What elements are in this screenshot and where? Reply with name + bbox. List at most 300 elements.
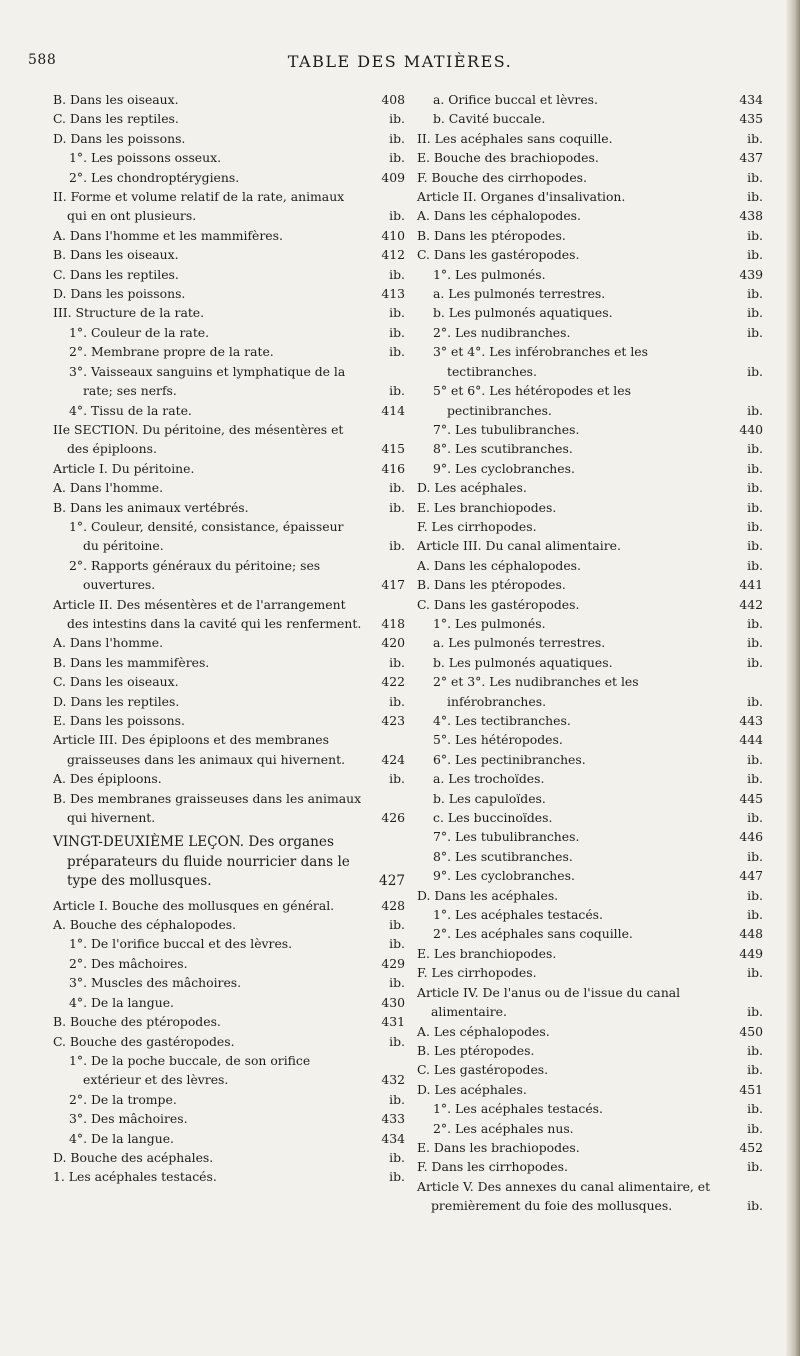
toc-entry-text: B. Des membranes graisseuses dans les animaux qui hivernent. xyxy=(53,790,362,826)
toc-entry-page: 448 xyxy=(739,926,763,942)
toc-entry xyxy=(53,769,405,788)
toc-entry-page: 408 xyxy=(381,92,405,107)
toc-entry-page: 431 xyxy=(381,1014,405,1030)
toc-entry-text: F. Les cirrhopodes. xyxy=(417,518,537,534)
toc-entry xyxy=(53,789,405,828)
toc-entry-page: ib. xyxy=(747,635,763,651)
toc-entry xyxy=(417,1177,763,1216)
toc-entry xyxy=(53,556,405,595)
toc-entry-page: ib. xyxy=(747,907,763,923)
toc-entry-page: ib. xyxy=(747,887,763,903)
toc-entry-page: ib. xyxy=(389,344,405,360)
toc-entry-text: 2°. Rapports généraux du péritoine; ses ouvertures. xyxy=(69,557,321,593)
toc-entry-text: Article I. Du péritoine. xyxy=(53,460,195,476)
toc-entry-page: 427 xyxy=(379,873,405,890)
toc-entry xyxy=(53,323,405,342)
toc-entry-text: a. Les pulmonés terrestres. xyxy=(433,635,606,651)
toc-entry xyxy=(417,556,763,575)
toc-entry xyxy=(417,187,763,206)
toc-entry-text: 1°. De la poche buccale, de son orifice extérieur et des lèvres. xyxy=(69,1052,311,1088)
toc-entry-page: ib. xyxy=(747,751,763,767)
toc-entry xyxy=(417,109,763,128)
toc-entry-text: II. Les acéphales sans coquille. xyxy=(417,130,613,146)
toc-entry-page: 418 xyxy=(381,615,405,631)
toc-entry xyxy=(53,730,405,769)
toc-entry-text: B. Dans les oiseaux. xyxy=(53,247,179,263)
toc-entry-page: 426 xyxy=(381,810,405,826)
toc-entry-text: II. Forme et volume relatif de la rate, animaux qui en ont plusieurs. xyxy=(53,189,345,224)
toc-entry-text: A. Dans l'homme et les mammifères. xyxy=(53,227,283,243)
toc-entry-text: B. Les ptéropodes. xyxy=(417,1042,535,1058)
toc-entry-text: c. Les buccinoïdes. xyxy=(433,810,553,826)
toc-entry-text: IIe SECTION. Du péritoine, des mésentères et des épiploons. xyxy=(53,421,344,457)
toc-entry xyxy=(417,1022,763,1041)
toc-entry-text: 3° et 4°. Les inférobranches et les tectibranches. xyxy=(433,344,649,379)
toc-entry xyxy=(53,187,405,226)
toc-entry-text: 1°. Les acéphales testacés. xyxy=(433,1101,603,1117)
toc-entry-page: 434 xyxy=(381,1130,405,1146)
toc-entry-text: E. Bouche des brachiopodes. xyxy=(417,150,599,166)
toc-entry xyxy=(417,672,763,711)
toc-left-column xyxy=(53,90,405,1187)
toc-entry xyxy=(53,915,405,934)
toc-entry-page: ib. xyxy=(747,130,763,146)
toc-entry-text: A. Dans l'homme. xyxy=(53,635,164,651)
toc-entry xyxy=(53,478,405,497)
toc-entry-text: 2°. Les acéphales sans coquille. xyxy=(433,926,633,942)
toc-entry xyxy=(417,983,763,1022)
toc-entry-page: ib. xyxy=(747,1120,763,1136)
toc-entry-page: 415 xyxy=(381,441,405,457)
toc-entry-text: E. Les branchiopodes. xyxy=(417,499,557,515)
toc-entry-page: ib. xyxy=(747,169,763,185)
toc-entry-text: F. Les cirrhopodes. xyxy=(417,965,537,981)
toc-entry-page: ib. xyxy=(747,286,763,302)
toc-entry xyxy=(417,847,763,866)
toc-entry-page: 416 xyxy=(381,460,405,476)
toc-entry-page: ib. xyxy=(747,460,763,476)
toc-entry xyxy=(417,148,763,167)
toc-entry-text: 1°. De l'orifice buccal et des lèvres. xyxy=(69,936,293,952)
toc-entry xyxy=(53,653,405,672)
toc-entry-page: ib. xyxy=(747,1101,763,1117)
toc-entry-page: 428 xyxy=(381,897,405,913)
page-header xyxy=(0,52,800,76)
toc-entry-text: B. Dans les ptéropodes. xyxy=(417,227,566,243)
toc-entry-text: 3°. Des mâchoires. xyxy=(69,1111,188,1127)
toc-entry-page: 439 xyxy=(739,266,763,282)
toc-entry-page: ib. xyxy=(389,383,405,399)
toc-entry xyxy=(417,1041,763,1060)
toc-entry-text: Article II. Des mésentères et de l'arrangement des intestins dans la cavité qui les renferment. xyxy=(53,596,362,631)
toc-entry xyxy=(417,226,763,245)
toc-entry xyxy=(417,808,763,827)
toc-entry xyxy=(417,924,763,943)
toc-entry-page: 438 xyxy=(739,208,763,224)
toc-entry xyxy=(417,1138,763,1157)
toc-entry-page: ib. xyxy=(747,363,763,379)
toc-entry xyxy=(417,595,763,614)
toc-entry-page: 450 xyxy=(739,1023,763,1039)
toc-entry-page: ib. xyxy=(747,810,763,826)
toc-entry xyxy=(417,1157,763,1176)
toc-entry-page: ib. xyxy=(747,305,763,321)
toc-entry xyxy=(53,672,405,691)
toc-entry-text: A. Dans l'homme. xyxy=(53,480,164,496)
toc-entry-text: D. Les acéphales. xyxy=(417,1081,527,1097)
toc-entry-text: A. Des épiploons. xyxy=(53,771,162,787)
toc-entry-page: ib. xyxy=(747,480,763,496)
toc-entry-text: b. Cavité buccale. xyxy=(433,111,546,127)
toc-entry-text: C. Bouche des gastéropodes. xyxy=(53,1033,235,1049)
toc-entry-text: 7°. Les tubulibranches. xyxy=(433,421,580,437)
toc-entry-page: ib. xyxy=(389,150,405,166)
toc-entry xyxy=(417,905,763,924)
toc-entry-text: C. Les gastéropodes. xyxy=(417,1062,549,1078)
toc-entry-text: 4°. De la langue. xyxy=(69,994,174,1010)
running-title: TABLE DES MATIÈRES. xyxy=(287,52,513,71)
toc-entry-page: 430 xyxy=(381,994,405,1010)
toc-entry-text: B. Dans les animaux vertébrés. xyxy=(53,499,249,515)
toc-entry-page: ib. xyxy=(389,936,405,952)
toc-entry-text: 2°. De la trompe. xyxy=(69,1091,177,1107)
toc-entry-page: ib. xyxy=(389,654,405,670)
toc-entry-text: 2°. Les chondroptérygiens. xyxy=(69,169,240,185)
toc-entry xyxy=(417,827,763,846)
toc-entry xyxy=(53,498,405,517)
toc-entry-page: ib. xyxy=(747,1198,763,1214)
toc-entry xyxy=(53,595,405,634)
toc-entry-page: ib. xyxy=(389,111,405,127)
toc-entry xyxy=(53,303,405,322)
toc-entry-page: ib. xyxy=(747,693,763,709)
toc-entry-text: E. Les branchiopodes. xyxy=(417,945,557,961)
toc-entry xyxy=(417,342,763,381)
toc-entry-text: 9°. Les cyclobranches. xyxy=(433,868,575,884)
toc-entry-page: 443 xyxy=(739,713,763,728)
toc-entry-text: 2°. Les acéphales nus. xyxy=(433,1120,574,1136)
toc-entry-text: B. Dans les oiseaux. xyxy=(53,92,179,107)
toc-entry xyxy=(53,973,405,992)
toc-entry-text: A. Bouche des céphalopodes. xyxy=(53,917,237,933)
toc-entry-text: 4°. Les tectibranches. xyxy=(433,713,571,728)
toc-entry xyxy=(417,517,763,536)
toc-entry-page: ib. xyxy=(747,848,763,864)
toc-entry xyxy=(53,401,405,420)
toc-entry xyxy=(53,692,405,711)
toc-entry-text: B. Dans les ptéropodes. xyxy=(417,577,566,593)
toc-entry-page: ib. xyxy=(747,518,763,534)
toc-entry-page: 447 xyxy=(739,868,763,884)
toc-entry xyxy=(53,342,405,361)
toc-entry-page: ib. xyxy=(747,1004,763,1020)
toc-entry-page: ib. xyxy=(389,1091,405,1107)
toc-entry-page: ib. xyxy=(747,324,763,340)
toc-entry-page: ib. xyxy=(389,130,405,146)
toc-entry-text: VINGT-DEUXIÈME LEÇON. Des organes préparateurs du fluide nourricier dans le type des mollusques. xyxy=(53,834,350,890)
toc-entry xyxy=(53,265,405,284)
toc-entry-text: F. Bouche des cirrhopodes. xyxy=(417,169,587,185)
toc-entry-page: ib. xyxy=(389,975,405,991)
toc-entry-page: ib. xyxy=(389,266,405,282)
toc-entry xyxy=(417,284,763,303)
toc-entry-text: D. Dans les poissons. xyxy=(53,130,186,146)
toc-entry-text: B. Dans les mammifères. xyxy=(53,654,210,670)
toc-entry xyxy=(53,896,405,915)
toc-entry xyxy=(53,954,405,973)
toc-entry-page: ib. xyxy=(747,557,763,573)
toc-entry-text: 1°. Les poissons osseux. xyxy=(69,150,222,166)
toc-entry-page: 446 xyxy=(739,829,763,845)
toc-entry xyxy=(53,1167,405,1186)
toc-entry-text: D. Les acéphales. xyxy=(417,480,527,496)
toc-entry xyxy=(53,711,405,730)
toc-entry xyxy=(53,284,405,303)
toc-entry xyxy=(417,750,763,769)
toc-entry-page: 440 xyxy=(739,421,763,437)
toc-entry-text: C. Dans les oiseaux. xyxy=(53,674,179,690)
toc-entry-page: ib. xyxy=(747,615,763,631)
toc-entry-page: 452 xyxy=(739,1139,763,1155)
toc-entry xyxy=(53,90,405,109)
toc-entry xyxy=(53,245,405,264)
toc-entry xyxy=(417,886,763,905)
toc-entry-text: 1°. Les acéphales testacés. xyxy=(433,907,603,923)
toc-entry-text: 1°. Les pulmonés. xyxy=(433,266,546,282)
toc-entry-page: ib. xyxy=(389,208,405,224)
toc-entry-page: 409 xyxy=(381,169,405,185)
toc-entry-page: ib. xyxy=(389,693,405,709)
toc-entry-page: 417 xyxy=(381,577,405,593)
toc-entry xyxy=(53,226,405,245)
toc-entry-page: ib. xyxy=(747,441,763,457)
toc-entry-text: E. Dans les brachiopodes. xyxy=(417,1139,580,1155)
toc-entry xyxy=(53,362,405,401)
toc-entry xyxy=(53,1090,405,1109)
toc-entry-page: ib. xyxy=(747,499,763,515)
toc-entry xyxy=(417,420,763,439)
toc-entry-text: Article IV. De l'anus ou de l'issue du canal alimentaire. xyxy=(417,984,681,1020)
toc-entry-text: 2°. Des mâchoires. xyxy=(69,955,188,971)
toc-entry-text: 2°. Membrane propre de la rate. xyxy=(69,344,274,360)
toc-entry xyxy=(417,1060,763,1079)
toc-entry-page: ib. xyxy=(747,654,763,670)
toc-entry-page: 442 xyxy=(739,596,763,612)
toc-entry xyxy=(53,1032,405,1051)
toc-entry-text: b. Les pulmonés aquatiques. xyxy=(433,654,613,670)
toc-entry-page: ib. xyxy=(389,538,405,554)
toc-entry-page: 412 xyxy=(381,247,405,263)
toc-entry xyxy=(417,730,763,749)
toc-entry-page: 435 xyxy=(739,111,763,127)
toc-entry-page: 444 xyxy=(739,732,763,748)
toc-entry xyxy=(53,833,405,891)
toc-entry-text: a. Orifice buccal et lèvres. xyxy=(433,92,598,107)
toc-entry xyxy=(53,993,405,1012)
toc-entry-page: ib. xyxy=(389,480,405,496)
toc-entry-text: 4°. De la langue. xyxy=(69,1130,174,1146)
toc-entry xyxy=(417,303,763,322)
toc-entry-page: ib. xyxy=(389,1149,405,1165)
toc-entry-text: A. Les céphalopodes. xyxy=(417,1023,550,1039)
toc-entry-page: ib. xyxy=(389,499,405,515)
toc-entry-text: 1°. Couleur, densité, consistance, épaisseur du péritoine. xyxy=(69,518,344,554)
toc-entry-page: ib. xyxy=(389,917,405,933)
toc-entry xyxy=(417,129,763,148)
toc-entry-text: b. Les pulmonés aquatiques. xyxy=(433,305,613,321)
toc-entry-page: 410 xyxy=(381,227,405,243)
toc-entry-text: E. Dans les poissons. xyxy=(53,713,185,728)
toc-entry-text: 3°. Muscles des mâchoires. xyxy=(69,975,242,991)
toc-entry-text: 2°. Les nudibranches. xyxy=(433,324,571,340)
toc-entry-text: C. Dans les reptiles. xyxy=(53,266,179,282)
toc-entry-page: 449 xyxy=(739,945,763,961)
toc-entry-page: ib. xyxy=(747,1042,763,1058)
toc-entry-text: D. Bouche des acéphales. xyxy=(53,1149,214,1165)
toc-entry xyxy=(53,1012,405,1031)
toc-entry-page: ib. xyxy=(747,189,763,205)
toc-right-column xyxy=(417,90,763,1216)
toc-entry xyxy=(53,420,405,459)
toc-entry xyxy=(417,866,763,885)
toc-entry-page: 445 xyxy=(739,790,763,806)
toc-entry-page: 432 xyxy=(381,1072,405,1088)
toc-entry xyxy=(53,1148,405,1167)
toc-entry xyxy=(417,459,763,478)
toc-entry-page: 441 xyxy=(739,577,763,593)
toc-entry-page: ib. xyxy=(389,1169,405,1185)
toc-entry-page: ib. xyxy=(389,324,405,340)
toc-entry-text: Article I. Bouche des mollusques en général. xyxy=(53,897,335,913)
toc-entry-text: 2° et 3°. Les nudibranches et les inférobranches. xyxy=(433,674,639,709)
toc-entry-text: 6°. Les pectinibranches. xyxy=(433,751,586,767)
toc-entry-text: A. Dans les céphalopodes. xyxy=(417,208,581,224)
toc-entry xyxy=(417,168,763,187)
toc-entry xyxy=(417,536,763,555)
toc-entry-text: D. Dans les reptiles. xyxy=(53,693,180,709)
toc-entry xyxy=(53,1129,405,1148)
toc-entry-text: 7°. Les tubulibranches. xyxy=(433,829,580,845)
toc-entry xyxy=(417,90,763,109)
toc-entry-page: ib. xyxy=(747,771,763,787)
toc-entry-page: ib. xyxy=(389,305,405,321)
toc-entry-text: Article V. Des annexes du canal alimentaire, et premièrement du foie des mollusques. xyxy=(417,1178,711,1214)
toc-entry-page: 422 xyxy=(381,674,405,690)
toc-entry-text: 1°. Couleur de la rate. xyxy=(69,324,210,340)
toc-entry-text: a. Les trochoïdes. xyxy=(433,771,545,787)
toc-entry xyxy=(417,206,763,225)
toc-entry xyxy=(53,459,405,478)
toc-entry-text: 9°. Les cyclobranches. xyxy=(433,460,575,476)
toc-entry-page: ib. xyxy=(747,402,763,418)
toc-entry-text: Article III. Des épiploons et des membranes graisseuses dans les animaux qui hivernent. xyxy=(53,732,346,767)
toc-entry-page: ib. xyxy=(747,965,763,981)
toc-entry-text: 1°. Les pulmonés. xyxy=(433,615,546,631)
toc-entry xyxy=(53,148,405,167)
toc-entry-text: F. Dans les cirrhopodes. xyxy=(417,1159,568,1175)
toc-entry-text: 4°. Tissu de la rate. xyxy=(69,402,192,418)
toc-entry-text: a. Les pulmonés terrestres. xyxy=(433,286,606,302)
toc-entry-text: 5°. Les hétéropodes. xyxy=(433,732,563,748)
toc-entry-page: 434 xyxy=(739,92,763,107)
toc-entry-text: Article II. Organes d'insalivation. xyxy=(417,189,626,205)
toc-entry-page: ib. xyxy=(747,1159,763,1175)
toc-entry xyxy=(417,575,763,594)
toc-entry-page: ib. xyxy=(389,771,405,787)
page-edge-shadow xyxy=(786,0,800,1356)
toc-entry-text: 1. Les acéphales testacés. xyxy=(53,1169,217,1185)
toc-entry xyxy=(417,1119,763,1138)
toc-entry xyxy=(417,944,763,963)
toc-entry-text: 8°. Les scutibranches. xyxy=(433,441,573,457)
toc-entry xyxy=(53,934,405,953)
toc-entry-text: C. Dans les reptiles. xyxy=(53,111,179,127)
toc-entry-page: ib. xyxy=(747,247,763,263)
toc-entry xyxy=(53,129,405,148)
toc-entry-page: ib. xyxy=(747,227,763,243)
toc-entry-text: III. Structure de la rate. xyxy=(53,305,205,321)
toc-entry-text: b. Les capuloïdes. xyxy=(433,790,546,806)
toc-entry xyxy=(417,653,763,672)
toc-entry xyxy=(417,789,763,808)
toc-entry-page: 451 xyxy=(739,1081,763,1097)
toc-entry-text: C. Dans les gastéropodes. xyxy=(417,247,580,263)
toc-entry-page: 424 xyxy=(381,751,405,767)
toc-entry xyxy=(417,439,763,458)
toc-entry xyxy=(417,245,763,264)
toc-entry-page: 437 xyxy=(739,150,763,166)
toc-entry-text: D. Dans les acéphales. xyxy=(417,887,559,903)
toc-entry-page: 423 xyxy=(381,713,405,728)
toc-entry xyxy=(53,633,405,652)
toc-entry-text: A. Dans les céphalopodes. xyxy=(417,557,581,573)
toc-entry xyxy=(417,265,763,284)
toc-entry xyxy=(417,1099,763,1118)
toc-entry xyxy=(53,168,405,187)
toc-entry xyxy=(417,633,763,652)
toc-entry-text: B. Bouche des ptéropodes. xyxy=(53,1014,221,1030)
toc-entry xyxy=(53,109,405,128)
toc-entry xyxy=(53,1051,405,1090)
toc-entry xyxy=(417,963,763,982)
toc-entry xyxy=(417,381,763,420)
toc-entry-page: ib. xyxy=(747,1062,763,1078)
toc-entry xyxy=(417,711,763,730)
toc-entry xyxy=(53,1109,405,1128)
toc-entry-page: ib. xyxy=(747,538,763,554)
page-number: 588 xyxy=(28,52,57,68)
toc-entry xyxy=(417,478,763,497)
toc-entry-page: 420 xyxy=(381,635,405,651)
toc-entry xyxy=(417,614,763,633)
toc-entry xyxy=(417,498,763,517)
toc-entry-page: ib. xyxy=(389,1033,405,1049)
toc-entry-page: 429 xyxy=(381,955,405,971)
toc-entry-text: 5° et 6°. Les hétéropodes et les pectinibranches. xyxy=(433,383,631,418)
toc-entry xyxy=(417,323,763,342)
toc-entry-text: 8°. Les scutibranches. xyxy=(433,848,573,864)
toc-entry-text: Article III. Du canal alimentaire. xyxy=(417,538,621,554)
toc-entry-text: 3°. Vaisseaux sanguins et lymphatique de la rate; ses nerfs. xyxy=(69,363,346,399)
toc-entry xyxy=(417,1080,763,1099)
toc-entry-page: 433 xyxy=(381,1111,405,1127)
toc-entry xyxy=(417,769,763,788)
toc-entry-page: 414 xyxy=(381,402,405,418)
toc-entry-text: D. Dans les poissons. xyxy=(53,286,186,302)
toc-entry-text: C. Dans les gastéropodes. xyxy=(417,596,580,612)
toc-entry xyxy=(53,517,405,556)
toc-entry-page: 413 xyxy=(381,286,405,302)
